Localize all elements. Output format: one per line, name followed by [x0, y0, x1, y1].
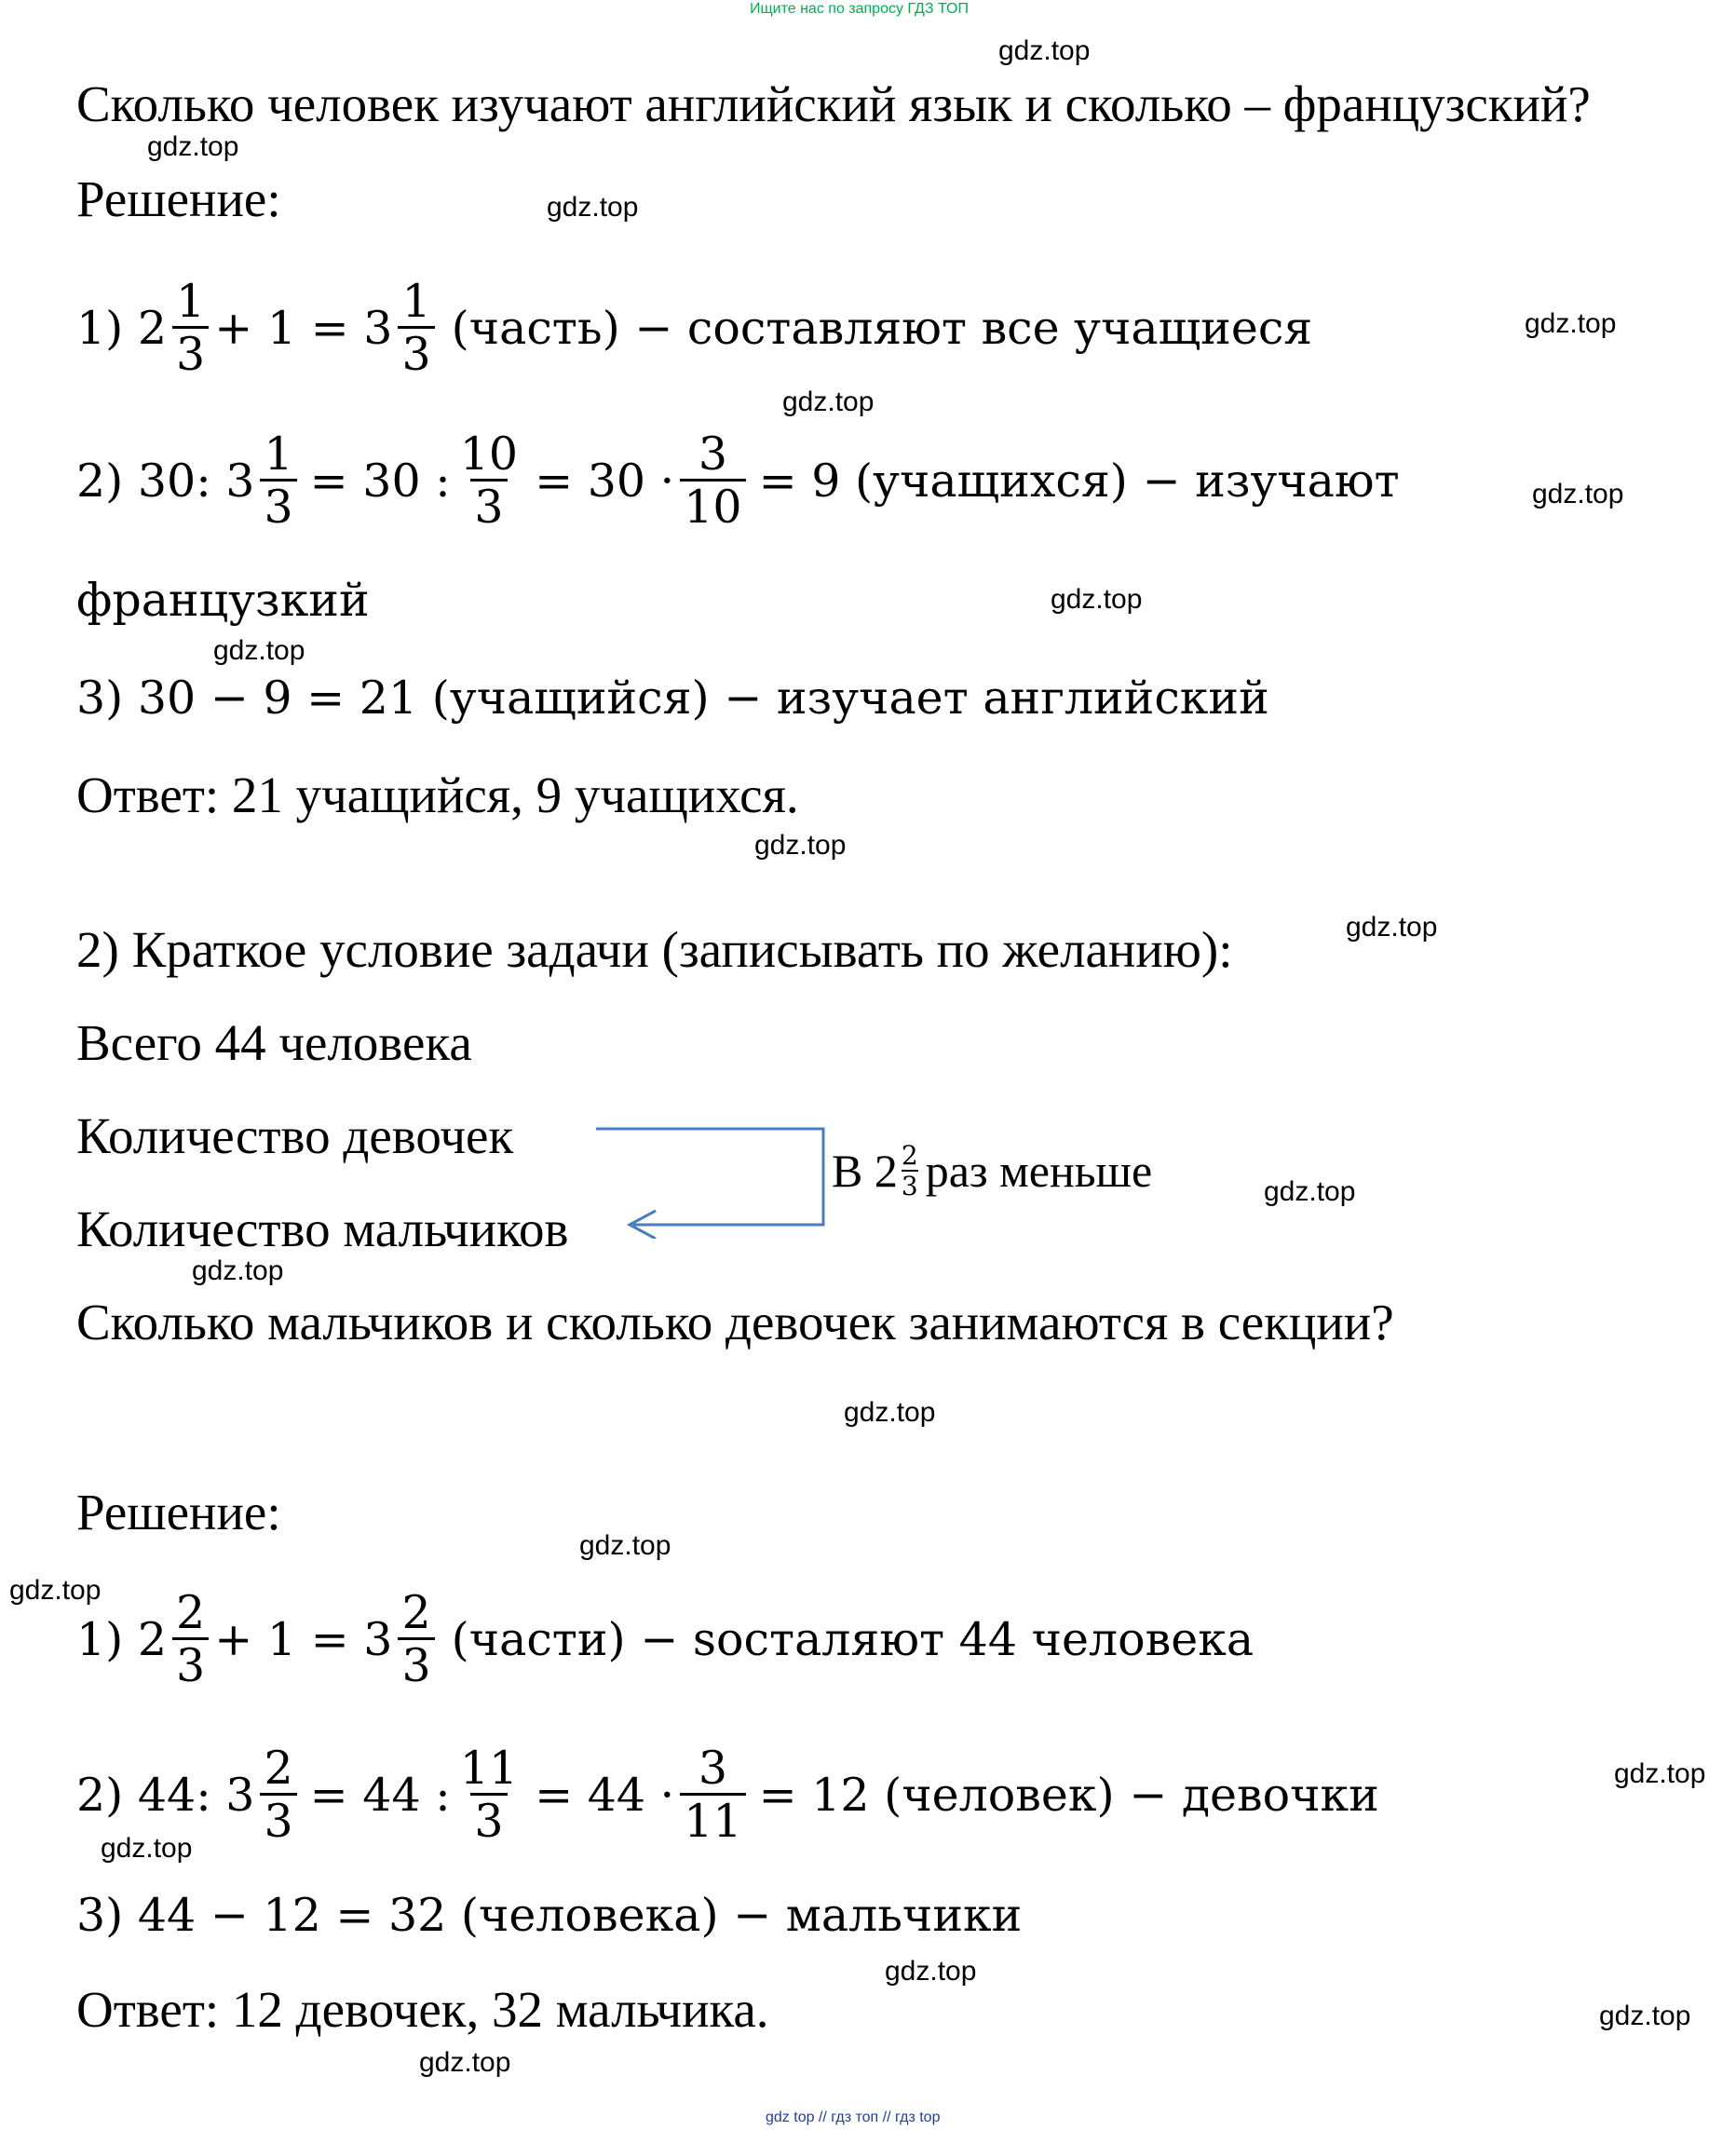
- watermark: gdz.top: [754, 830, 847, 861]
- watermark: gdz.top: [844, 1397, 936, 1428]
- watermark: gdz.top: [885, 1956, 977, 1987]
- watermark: gdz.top: [213, 635, 305, 666]
- watermark: gdz.top: [147, 131, 239, 162]
- fraction: $\frac{2}{3}$: [172, 1589, 209, 1689]
- task2-girls: Количество девочек: [76, 1107, 514, 1164]
- task2-answer: Ответ: 12 девочек, 32 мальчика.: [76, 1981, 769, 2038]
- fraction: $\frac{11}{3}$: [459, 1742, 519, 1848]
- watermark: gdz.top: [1599, 2001, 1691, 2031]
- fraction: $\frac{10}{3}$: [459, 427, 519, 534]
- fraction: $\frac{2}{3}$: [901, 1140, 918, 1201]
- task1-step2-continuation: французкий: [76, 574, 370, 627]
- task2-total: Всего 44 человека: [76, 1014, 472, 1071]
- watermark: gdz.top: [1614, 1758, 1706, 1789]
- task2-step3: 3) 44 − 12 = 32 (человека) − мальчики: [76, 1889, 1023, 1942]
- fraction: $\frac{1}{3}$: [172, 278, 209, 378]
- bottom-banner: gdz top // гдз топ // гдз top: [766, 2110, 941, 2125]
- watermark: gdz.top: [192, 1255, 284, 1286]
- task1-step3: 3) 30 − 9 = 21 (учащийся) − изучает английский: [76, 672, 1269, 725]
- task2-step2: 2) 44: 3 $\frac{2}{3}$ = 44 : $\frac{11}{3}$ = 44 · $\frac{3}{11}$ = 12 (человек) − девочки: [76, 1742, 1379, 1848]
- task2-question: Сколько мальчиков и сколько девочек занимаются в секции?: [76, 1294, 1394, 1350]
- task1-step2: 2) 30: 3 $\frac{1}{3}$ = 30 : $\frac{10}{3}$ = 30 · $\frac{3}{10}$ = 9 (учащихся) − изучают: [76, 427, 1400, 534]
- watermark: gdz.top: [579, 1530, 671, 1561]
- fraction: $\frac{1}{3}$: [260, 430, 296, 531]
- watermark: gdz.top: [1525, 308, 1617, 339]
- top-banner: Ищите нас по запросу ГДЗ ТОП: [750, 1, 969, 17]
- watermark: gdz.top: [419, 2047, 511, 2078]
- fraction: $\frac{2}{3}$: [398, 1589, 434, 1689]
- watermark: gdz.top: [998, 35, 1091, 66]
- task1-question: Сколько человек изучают английский язык и сколько – французский?: [76, 75, 1591, 132]
- fraction: $\frac{2}{3}$: [260, 1744, 296, 1845]
- task2-boys: Количество мальчиков: [76, 1201, 569, 1257]
- watermark: gdz.top: [9, 1575, 102, 1606]
- watermark: gdz.top: [101, 1833, 193, 1864]
- task2-short-condition: 2) Краткое условие задачи (записывать по желанию):: [76, 921, 1233, 978]
- task2-relation: В 2 $\frac{2}{3}$ раз меньше: [832, 1140, 1153, 1201]
- task1-answer: Ответ: 21 учащийся, 9 учащихся.: [76, 767, 799, 823]
- task2-solution-label: Решение:: [76, 1484, 281, 1540]
- fraction: $\frac{3}{11}$: [680, 1744, 745, 1845]
- watermark: gdz.top: [547, 192, 639, 223]
- task1-step1: 1) 2 $\frac{1}{3}$ + 1 = 3 $\frac{1}{3}$ (часть) − составляют все учащиеся: [76, 275, 1313, 381]
- fraction: $\frac{1}{3}$: [398, 278, 434, 378]
- watermark: gdz.top: [1346, 912, 1438, 943]
- task2-step1: 1) 2 $\frac{2}{3}$ + 1 = 3 $\frac{2}{3}$ (части) − socталяют 44 человека: [76, 1586, 1255, 1692]
- watermark: gdz.top: [1264, 1176, 1356, 1207]
- watermark: gdz.top: [1051, 584, 1143, 615]
- relation-arrow: [587, 1118, 829, 1239]
- watermark: gdz.top: [1532, 479, 1624, 509]
- watermark: gdz.top: [782, 387, 875, 417]
- fraction: $\frac{3}{10}$: [680, 430, 745, 531]
- task1-solution-label: Решение:: [76, 170, 281, 227]
